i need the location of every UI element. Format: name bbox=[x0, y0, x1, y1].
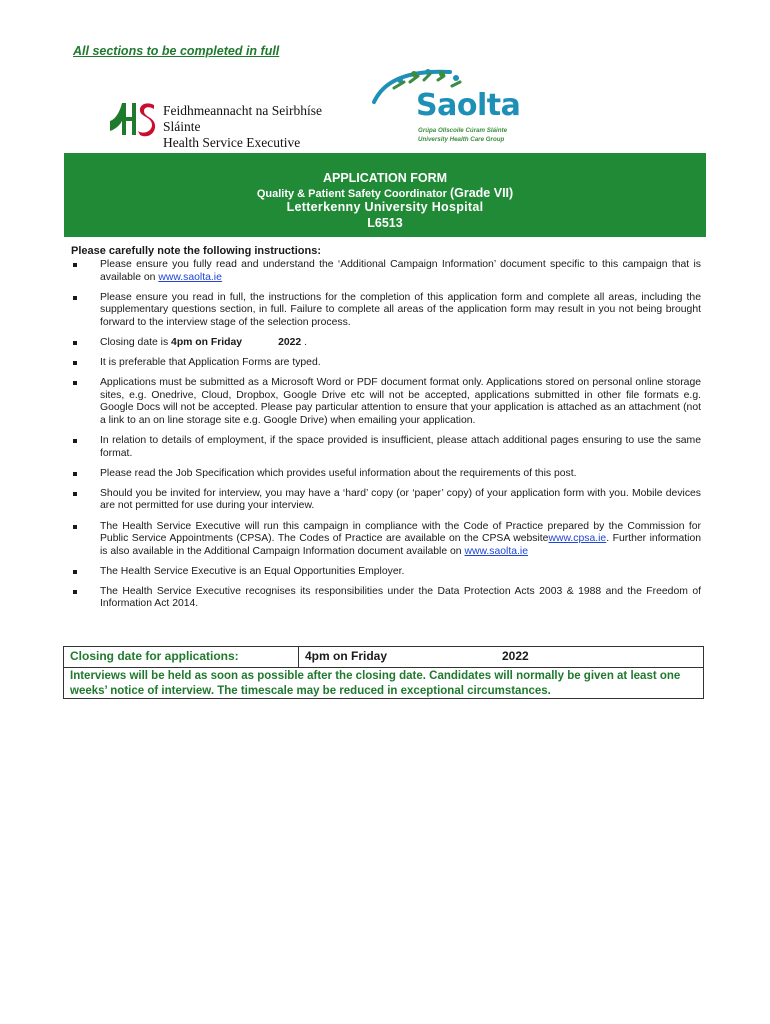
item-text: The Health Service Executive will run this campaign in compliance with the Code of Practice prepared by the Commission for Public Service Appointments (CPSA). The Codes of Practice are available on the CPSA website bbox=[100, 520, 701, 545]
closing-time: 4pm on Friday bbox=[171, 336, 243, 348]
instructions-list bbox=[71, 259, 701, 611]
saolta-link[interactable]: www.saolta.ie bbox=[158, 271, 222, 283]
cpsa-link[interactable]: www.cpsa.ie bbox=[548, 533, 607, 545]
saolta-subtitle-english: University Health Care Group bbox=[418, 136, 505, 143]
item-text: Please ensure you fully read and understand the ‘Additional Campaign Information’ document specific to this campaign that is available on bbox=[100, 259, 701, 283]
list-item bbox=[71, 337, 701, 350]
instructions-heading: Please carefully note the following instructions: bbox=[71, 245, 321, 257]
instructions-section bbox=[71, 245, 701, 619]
position-grade: (Grade VII) bbox=[449, 186, 514, 200]
hse-logo-mark-icon bbox=[108, 99, 156, 139]
saolta-wordmark: Saolta bbox=[416, 88, 521, 123]
list-item: It is preferable that Application Forms are typed. bbox=[71, 357, 701, 370]
closing-divider bbox=[298, 647, 299, 667]
saolta-link[interactable]: www.saolta.ie bbox=[464, 545, 529, 557]
list-item: The Health Service Executive recognises its responsibilities under the Data Protection Acts 2003 & 1988 and the Freedom of Information Act 2014. bbox=[71, 586, 701, 611]
closing-date-row bbox=[64, 647, 703, 668]
item-suffix: . bbox=[304, 336, 307, 348]
closing-date-box bbox=[63, 646, 704, 699]
banner-title: APPLICATION FORM bbox=[322, 171, 448, 185]
top-note: All sections to be completed in full bbox=[73, 44, 280, 58]
list-item: Should you be invited for interview, you may have a ‘hard’ copy (or ‘paper’ copy) of your application form with you. Mobile devices are not permitted for use during your interview. bbox=[71, 488, 701, 513]
list-item: Please read the Job Specification which provides useful information about the requirements of this post. bbox=[71, 468, 701, 481]
closing-date-value: 4pm on Friday bbox=[305, 649, 388, 663]
closing-year: 2022 bbox=[278, 336, 302, 348]
saolta-logo bbox=[370, 66, 530, 148]
list-item: Applications must be submitted as a Microsoft Word or PDF document format only. Applications stored on personal online storage sites, e.g. Onedrive, Cloud, Dropbox, Google Drive etc will not be accepted, applications submitted in other file formats e.g. Google Docs will not be accepted. Please pay particular attention to ensure that your application is attached as an attachment (not a link to an on line storage site e.g. Google Drive) when emailing your application. bbox=[71, 377, 701, 427]
list-item bbox=[71, 521, 701, 559]
hse-logo bbox=[108, 99, 340, 150]
saolta-subtitle bbox=[418, 126, 507, 144]
saolta-subtitle-irish: Grúpa Ollscoile Cúram Sláinte bbox=[418, 127, 508, 134]
banner-hospital: Letterkenny University Hospital bbox=[286, 200, 484, 214]
hse-logo-text bbox=[163, 103, 340, 151]
closing-date-year: 2022 bbox=[502, 649, 529, 663]
item-text: . Further information is also available in the Additional Campaign Information document available on bbox=[100, 533, 701, 557]
hse-logo-line1: Feidhmeannacht na Seirbhíse Sláinte bbox=[163, 103, 322, 134]
banner-code: L6513 bbox=[367, 216, 403, 230]
position-title: Quality & Patient Safety Coordinator bbox=[256, 188, 447, 200]
list-item: The Health Service Executive is an Equal Opportunities Employer. bbox=[71, 566, 701, 579]
closing-date-label: Closing date for applications: bbox=[70, 649, 239, 663]
list-item: In relation to details of employment, if the space provided is insufficient, please attach additional pages ensuring to use the same format. bbox=[71, 435, 701, 460]
list-item: Please ensure you read in full, the instructions for the completion of this application form and complete all areas, including the supplementary questions section, in full. Failure to complete all areas of the application form may result in you not being brought forward to the interview stage of the selection process. bbox=[71, 292, 701, 330]
application-form-banner bbox=[64, 153, 706, 237]
banner-position bbox=[64, 186, 706, 200]
hse-logo-line2: Health Service Executive bbox=[163, 135, 301, 150]
list-item bbox=[71, 259, 701, 284]
item-text: Closing date is bbox=[100, 336, 172, 348]
interview-note: Interviews will be held as soon as possible after the closing date. Candidates will normally be given at least one weeks’ notice of interview. The timescale may be reduced in exceptional circumstances. bbox=[70, 670, 681, 697]
